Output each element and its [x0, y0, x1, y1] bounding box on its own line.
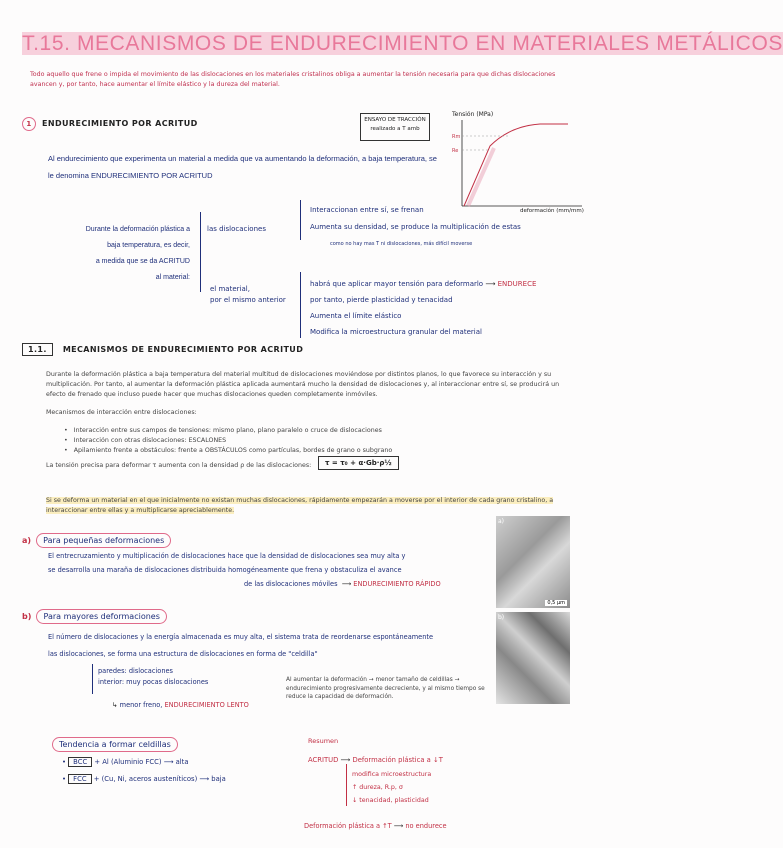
case-b-result-line: ↳ menor freno, ENDURECIMIENTO LENTO — [112, 701, 249, 709]
section-11-number: 1.1. — [22, 343, 53, 356]
case-b-item-1: paredes: dislocaciones — [98, 667, 173, 675]
section-11-heading — [22, 345, 303, 354]
micrograph-scale: 0,5 µm — [547, 600, 565, 606]
disloc-note: como no hay mas T ni dislocaciones, más difícil moverse — [330, 241, 473, 247]
resumen-bottom-result: no endurece — [405, 822, 447, 830]
disloc-brace — [300, 200, 301, 240]
case-a-label: Para pequeñas deformaciones — [36, 533, 171, 548]
resumen-title: Resumen — [308, 737, 339, 745]
chart-unit: mm/mm — [558, 208, 582, 214]
resumen-bottom-deformation: Deformación plástica a ↑T — [304, 822, 392, 830]
s1-left-line-3: a medida que se da ACRITUD — [95, 258, 190, 265]
case-a-result: ENDURECIMIENTO RÁPIDO — [353, 580, 441, 588]
mech-list — [64, 426, 564, 456]
stress-strain-chart — [450, 106, 590, 216]
disloc-label: las dislocaciones — [207, 225, 266, 233]
chart-xlabel: deformación (mm/mm) — [520, 208, 584, 214]
tend-row-1-value: alta — [175, 758, 189, 766]
s1-left-line-4: al material: — [155, 274, 190, 281]
tend-row-1-box: BCC — [68, 757, 92, 767]
mat-item-1: habrá que aplicar mayor tensión para deformarlo ⟶ ENDURECE — [310, 280, 537, 288]
case-a-heading — [22, 528, 171, 547]
case-b-result: ENDURECIMIENTO LENTO — [164, 701, 249, 709]
mech-item-1: • Interacción entre sus campos de tensiones: mismo plano, plano paralelo o cruce de dislocaciones — [64, 427, 382, 434]
mat-item-3: Aumenta el límite elástico — [310, 312, 402, 320]
tend-row-2-box: FCC — [68, 774, 91, 784]
mat-item-2: por tanto, pierde plasticidad y tenacidad — [310, 296, 453, 304]
tend-title: Tendencia a formar celdillas — [52, 737, 178, 752]
intro-text: Todo aquello que frene o impida el movimiento de las dislocaciones en los materiales cristalinos obliga a aumentar la tensión necesaria para que dichas dislocaciones avancen y, por tanto, hace aumentar el límite elástico y la dureza del material. — [30, 71, 556, 88]
resumen-item-2: ↑ dureza, R.p, σ — [352, 784, 403, 791]
disloc-item-1: Interaccionan entre sí, se frenan — [310, 206, 424, 214]
mech-item-2: • Interacción con otras dislocaciones: ESCALONES — [64, 437, 227, 444]
formula-box: τ = τ₀ + α·Gb·ρ½ — [318, 456, 399, 470]
tend-row-1-items: Al (Aluminio FCC) — [102, 758, 162, 766]
resumen-deformation: Deformación plástica a ↓T — [352, 756, 443, 764]
micrograph-b-label: b) — [498, 614, 505, 621]
section-1-number: 1 — [22, 117, 36, 131]
case-b-line-1: El número de dislocaciones y la energía almacenada es muy alta, el sistema trata de reordenarse espontáneamente — [48, 633, 434, 641]
resumen-bottom: Deformación plástica a ↑T ⟶ no endurece — [304, 822, 447, 830]
case-b-heading — [22, 604, 167, 623]
disloc-item-2: Aumenta su densidad, se produce la multiplicación de estas — [310, 223, 521, 231]
micrograph-a-label: a) — [498, 518, 505, 525]
mech-item-3: • Apilamiento frente a obstáculos: frente a OBSTÁCULOS como partículas, bordes de grano o subgrano — [64, 447, 393, 454]
s1-left-block — [30, 222, 190, 286]
resumen-item-1: modifica microestructura — [352, 771, 432, 778]
tension-line: La tensión precisa para deformar τ aumenta con la densidad ρ de las dislocaciones: — [46, 462, 312, 469]
chart-ylabel: Tensión (MPa) — [452, 111, 494, 118]
s1-definition: Al endurecimiento que experimenta un material a medida que va aumentando la deformación, a baja temperatura, se le denomina ENDURECIMIENTO POR ACRITUD — [48, 154, 437, 180]
section-11-title: MECANISMOS DE ENDURECIMIENTO POR ACRITUD — [62, 345, 304, 354]
resumen-items — [352, 768, 431, 807]
resumen-brace — [346, 764, 347, 806]
s1-left-line-2: baja temperatura, es decir, — [107, 242, 190, 249]
case-a-line-3: de las dislocaciones móviles ⟶ ENDURECIMIENTO RÁPIDO — [244, 580, 441, 588]
case-b-result-prefix: menor freno, — [119, 701, 163, 709]
test-box-line-1: ENSAYO DE TRACCIÓN — [364, 117, 426, 123]
mat-label — [210, 284, 286, 306]
section-1-title: ENDURECIMIENTO POR ACRITUD — [42, 119, 198, 128]
chart-highlight — [468, 148, 494, 206]
mat-items — [310, 276, 536, 340]
mech-title: Mecanismos de interacción entre dislocaciones: — [46, 409, 197, 416]
tend-row-2-items: (Cu, Ni, aceros austeníticos) — [101, 775, 198, 783]
chart-curve — [464, 124, 568, 206]
micrograph-a — [496, 516, 570, 608]
s11-paragraph-2: Si se deforma un material en el que inicialmente no existan muchas dislocaciones, rápidamente empezarán a moverse por el interior de cada grano cristalino, a interaccionar entre ellas y a multiplicarse apreciablemente. — [46, 497, 554, 514]
mat-label-line-2: por el mismo anterior — [210, 296, 286, 304]
resumen-acritud: ACRITUD — [308, 756, 339, 764]
mat-label-line-1: el material, — [210, 285, 250, 293]
tend-row-1: • BCC + Al (Aluminio FCC) ⟶ alta — [62, 758, 189, 766]
case-b-label: Para mayores deformaciones — [36, 609, 166, 624]
case-b-line-2: las dislocaciones, se forma una estructura de dislocaciones en forma de "celdilla" — [48, 650, 318, 658]
case-b-brace — [92, 664, 93, 694]
section-1-heading — [22, 117, 198, 131]
case-a-letter: a) — [22, 536, 32, 545]
endurece: ENDURECE — [497, 280, 537, 288]
case-b-text — [48, 629, 488, 663]
chart-rm-label: Rm — [452, 134, 461, 140]
test-box-line-2: realizado a T amb — [370, 126, 420, 132]
case-b-item-2: interior: muy pocas dislocaciones — [98, 678, 209, 686]
s11-paragraph-1: Durante la deformación plástica a baja temperatura del material multitud de dislocaciones moviéndose por distintos planos, lo que favorece su interacción y su multiplicación. Por tanto, al aumentar la deformación plástica aplicada aumentará mucho la densidad de dislocaciones y, al interaccionar entre sí, se producirá un efecto de frenado que incluso puede hacer que muchas dislocaciones queden completamente inmóviles. — [46, 371, 560, 398]
resumen-line-1: ACRITUD ⟶ Deformación plástica a ↓T — [308, 756, 443, 764]
s1-left-line-1: Durante la deformación plástica a — [85, 226, 190, 233]
case-a-text — [48, 549, 488, 591]
tend-row-2-value: baja — [211, 775, 226, 783]
mat-brace — [300, 272, 301, 338]
mat-item-4: Modifica la microestructura granular del material — [310, 328, 482, 336]
s1-brace — [200, 212, 201, 292]
case-b-note: Al aumentar la deformación → menor tamaño de celdillas → endurecimiento progresivamente decreciente, y al mismo tiempo se reduce la capacidad de deformación. — [286, 677, 485, 700]
case-b-items — [98, 666, 208, 688]
test-box — [360, 113, 430, 141]
resumen-item-3: ↓ tenacidad, plasticidad — [352, 797, 429, 804]
tend-row-2: • FCC + (Cu, Ni, aceros austeníticos) ⟶ baja — [62, 775, 226, 783]
case-a-line-2: se desarrolla una maraña de dislocaciones distribuida homogéneamente que frena y obstaculiza el avance — [48, 566, 402, 574]
tend-heading — [52, 732, 178, 751]
case-b-letter: b) — [22, 612, 32, 621]
page-title: T.15. MECANISMOS DE ENDURECIMIENTO EN MATERIALES METÁLICOS — [22, 32, 783, 55]
case-a-line-1: El entrecruzamiento y multiplicación de dislocaciones hace que la densidad de dislocaciones sea muy alta y — [48, 552, 406, 560]
chart-re-label: Re — [452, 148, 459, 154]
micrograph-b — [496, 612, 570, 704]
tend-rows — [62, 754, 226, 788]
